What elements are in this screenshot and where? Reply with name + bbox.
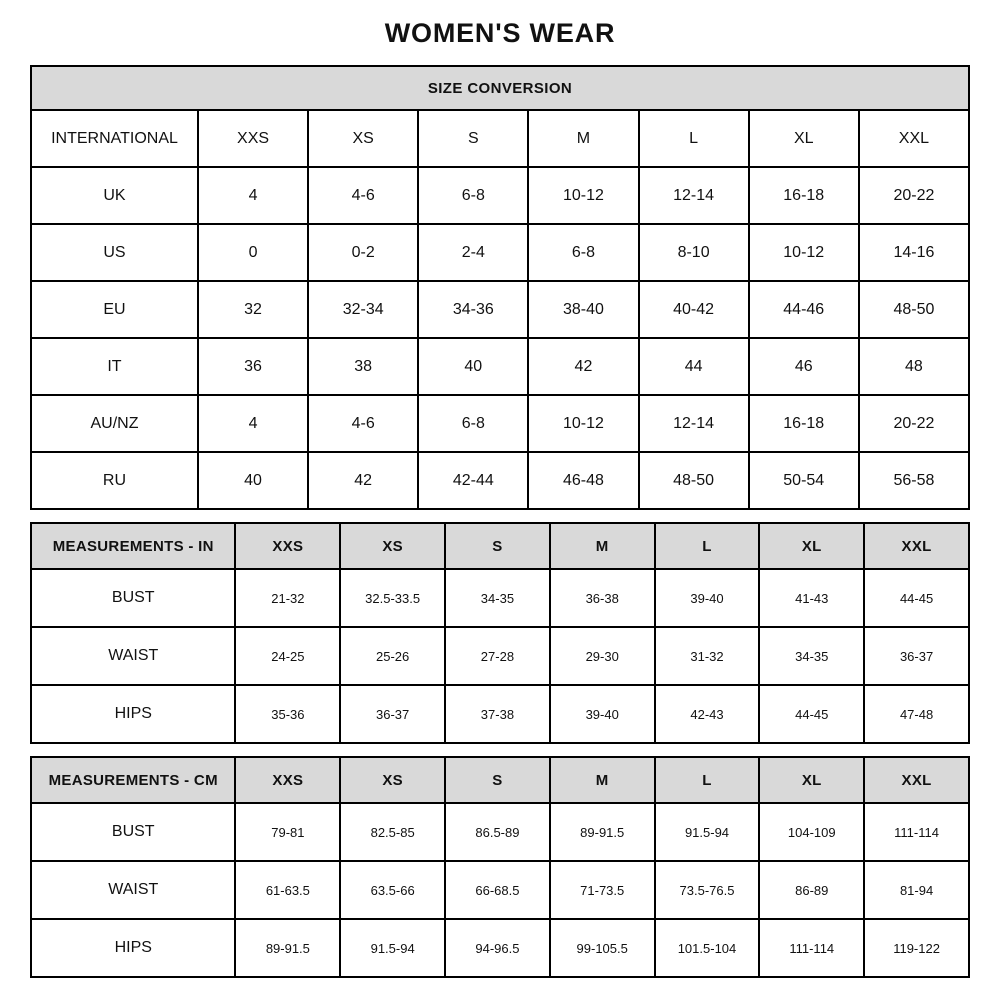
size-label: XXL — [864, 757, 969, 803]
row-label: AU/NZ — [31, 395, 198, 452]
table-cell: 2-4 — [418, 224, 528, 281]
table-row-hips-cm — [31, 919, 969, 977]
table-cell: 86.5-89 — [445, 803, 550, 861]
table-cell: 10-12 — [528, 167, 638, 224]
page-title: WOMEN'S WEAR — [384, 18, 616, 48]
size-label: L — [655, 523, 760, 569]
table-cell: 20-22 — [859, 167, 969, 224]
table-cell: 48-50 — [639, 452, 749, 509]
table-cell: 79-81 — [235, 803, 340, 861]
table-cell: 44-45 — [864, 569, 969, 627]
table-cell: 34-35 — [759, 627, 864, 685]
table-cell: 6-8 — [418, 167, 528, 224]
table-cell: 6-8 — [418, 395, 528, 452]
table-cell: 38 — [308, 338, 418, 395]
table-cell: 86-89 — [759, 861, 864, 919]
table-cell: 42 — [308, 452, 418, 509]
size-label: XS — [308, 110, 418, 167]
table-cell: 50-54 — [749, 452, 859, 509]
row-label: WAIST — [31, 627, 235, 685]
size-label: S — [418, 110, 528, 167]
table-cell: 66-68.5 — [445, 861, 550, 919]
table-cell: 4 — [198, 167, 308, 224]
table-cell: 34-36 — [418, 281, 528, 338]
table-cell: 42-44 — [418, 452, 528, 509]
size-label: XXS — [198, 110, 308, 167]
table-cell: 89-91.5 — [235, 919, 340, 977]
table-row-aunz — [31, 395, 969, 452]
size-label: S — [445, 757, 550, 803]
table-cell: 48-50 — [859, 281, 969, 338]
table-row-waist-in — [31, 627, 969, 685]
table-cell: 81-94 — [864, 861, 969, 919]
row-label: HIPS — [31, 919, 235, 977]
table-cell: 82.5-85 — [340, 803, 445, 861]
table-header-row — [31, 523, 969, 569]
size-label: M — [550, 523, 655, 569]
row-label: US — [31, 224, 198, 281]
table-cell: 35-36 — [235, 685, 340, 743]
table-cell: 44-46 — [749, 281, 859, 338]
table-cell: 32-34 — [308, 281, 418, 338]
measurements-cm-table — [30, 756, 970, 978]
table-cell: 12-14 — [639, 167, 749, 224]
table-cell: 39-40 — [550, 685, 655, 743]
table-cell: 31-32 — [655, 627, 760, 685]
measurements-in-header: MEASUREMENTS - IN — [31, 523, 235, 569]
table-cell: 0-2 — [308, 224, 418, 281]
row-label: BUST — [31, 803, 235, 861]
measurements-cm-header: MEASUREMENTS - CM — [31, 757, 235, 803]
size-conversion-header: SIZE CONVERSION — [31, 66, 969, 110]
size-label: XS — [340, 523, 445, 569]
table-row-waist-cm — [31, 861, 969, 919]
table-row-bust-cm — [31, 803, 969, 861]
table-cell: 10-12 — [749, 224, 859, 281]
table-cell: 99-105.5 — [550, 919, 655, 977]
table-cell: 47-48 — [864, 685, 969, 743]
row-label: HIPS — [31, 685, 235, 743]
table-cell: 32 — [198, 281, 308, 338]
size-labels-row — [31, 110, 969, 167]
table-cell: 46-48 — [528, 452, 638, 509]
size-label: M — [550, 757, 655, 803]
table-header-row — [31, 757, 969, 803]
size-label: L — [655, 757, 760, 803]
table-cell: 40 — [198, 452, 308, 509]
table-cell: 40-42 — [639, 281, 749, 338]
table-cell: 94-96.5 — [445, 919, 550, 977]
size-label: M — [528, 110, 638, 167]
table-row-eu — [31, 281, 969, 338]
table-cell: 111-114 — [864, 803, 969, 861]
table-cell: 40 — [418, 338, 528, 395]
row-label: RU — [31, 452, 198, 509]
table-row-us — [31, 224, 969, 281]
table-cell: 104-109 — [759, 803, 864, 861]
size-label: XXL — [859, 110, 969, 167]
table-row-uk — [31, 167, 969, 224]
table-cell: 4-6 — [308, 167, 418, 224]
table-gap — [30, 510, 970, 522]
table-cell: 119-122 — [864, 919, 969, 977]
size-label: XXS — [235, 523, 340, 569]
row-label: WAIST — [31, 861, 235, 919]
table-cell: 101.5-104 — [655, 919, 760, 977]
table-cell: 16-18 — [749, 395, 859, 452]
table-cell: 36-38 — [550, 569, 655, 627]
table-cell: 36-37 — [864, 627, 969, 685]
table-cell: 0 — [198, 224, 308, 281]
table-row-ru — [31, 452, 969, 509]
table-cell: 6-8 — [528, 224, 638, 281]
table-cell: 111-114 — [759, 919, 864, 977]
row-label: IT — [31, 338, 198, 395]
table-row-hips-in — [31, 685, 969, 743]
table-cell: 44-45 — [759, 685, 864, 743]
table-cell: 21-32 — [235, 569, 340, 627]
table-cell: 48 — [859, 338, 969, 395]
table-cell: 14-16 — [859, 224, 969, 281]
size-label: XL — [759, 757, 864, 803]
table-cell: 91.5-94 — [655, 803, 760, 861]
table-row-it — [31, 338, 969, 395]
table-cell: 36 — [198, 338, 308, 395]
size-label: L — [639, 110, 749, 167]
row-label: EU — [31, 281, 198, 338]
table-cell: 46 — [749, 338, 859, 395]
table-cell: 20-22 — [859, 395, 969, 452]
size-label: XL — [749, 110, 859, 167]
table-cell: 27-28 — [445, 627, 550, 685]
table-cell: 38-40 — [528, 281, 638, 338]
size-label: XXL — [864, 523, 969, 569]
size-label: XXS — [235, 757, 340, 803]
size-conversion-table — [30, 65, 970, 510]
table-gap — [30, 744, 970, 756]
row-label: UK — [31, 167, 198, 224]
size-label: XL — [759, 523, 864, 569]
table-cell: 24-25 — [235, 627, 340, 685]
table-cell: 91.5-94 — [340, 919, 445, 977]
table-cell: 89-91.5 — [550, 803, 655, 861]
table-cell: 41-43 — [759, 569, 864, 627]
table-cell: 42 — [528, 338, 638, 395]
column-header-international: INTERNATIONAL — [31, 110, 198, 167]
table-cell: 36-37 — [340, 685, 445, 743]
table-row-bust-in — [31, 569, 969, 627]
table-cell: 34-35 — [445, 569, 550, 627]
table-cell: 25-26 — [340, 627, 445, 685]
size-label: S — [445, 523, 550, 569]
table-cell: 73.5-76.5 — [655, 861, 760, 919]
table-cell: 61-63.5 — [235, 861, 340, 919]
table-cell: 4-6 — [308, 395, 418, 452]
table-cell: 39-40 — [655, 569, 760, 627]
table-title-row — [31, 66, 969, 110]
table-cell: 4 — [198, 395, 308, 452]
table-cell: 71-73.5 — [550, 861, 655, 919]
table-cell: 42-43 — [655, 685, 760, 743]
table-cell: 44 — [639, 338, 749, 395]
table-cell: 32.5-33.5 — [340, 569, 445, 627]
size-label: XS — [340, 757, 445, 803]
row-label: BUST — [31, 569, 235, 627]
table-cell: 63.5-66 — [340, 861, 445, 919]
table-cell: 29-30 — [550, 627, 655, 685]
table-cell: 10-12 — [528, 395, 638, 452]
table-cell: 8-10 — [639, 224, 749, 281]
measurements-in-table — [30, 522, 970, 744]
table-cell: 37-38 — [445, 685, 550, 743]
table-cell: 56-58 — [859, 452, 969, 509]
table-cell: 12-14 — [639, 395, 749, 452]
table-cell: 16-18 — [749, 167, 859, 224]
